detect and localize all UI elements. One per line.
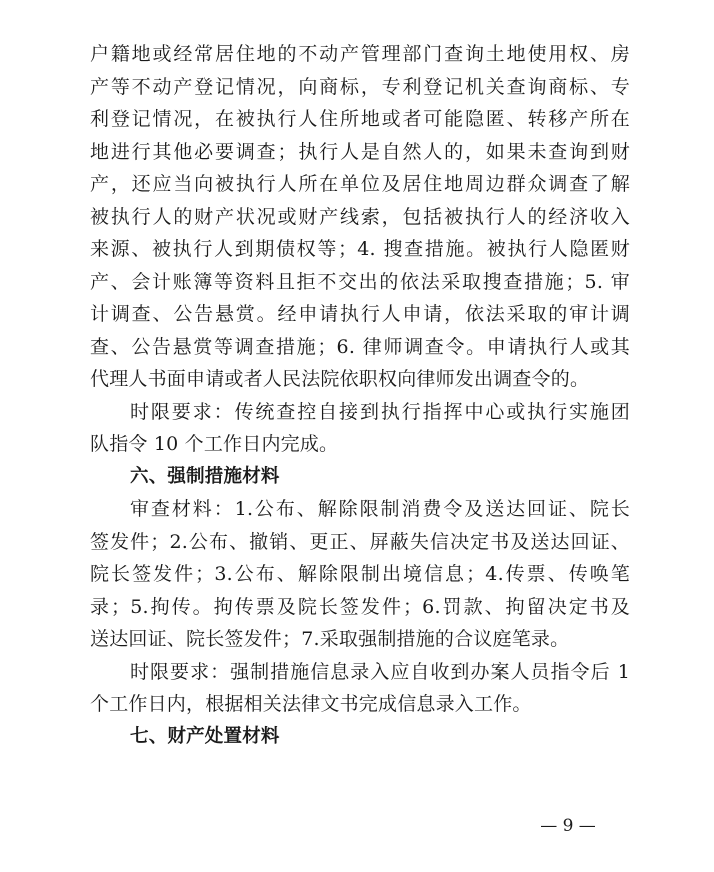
section-heading: 六、强制措施材料 — [130, 465, 280, 487]
text-line: 个工作日内，根据相关法律文书完成信息录入工作。 — [90, 693, 532, 715]
text-line: 户籍地或经常居住地的不动产管理部门查询土地使用权、房 — [90, 43, 630, 65]
text-line: 代理人书面申请或者人民法院依职权向律师发出调查令的。 — [90, 368, 590, 390]
section-heading: 七、财产处置材料 — [130, 725, 280, 747]
text-line: 队指令 10 个工作日内完成。 — [90, 433, 339, 455]
text-line: 计调查、公告悬赏。经申请执行人申请，依法采取的审计调 — [90, 303, 630, 325]
text-line: 地进行其他必要调查；执行人是自然人的，如果未查询到财 — [90, 140, 630, 163]
text-line: 产、会计账簿等资料且拒不交出的依法采取搜查措施；5. 审 — [90, 270, 630, 293]
text-line: 送达回证、院长签发件；7.采取强制措施的合议庭笔录。 — [90, 628, 570, 650]
text-line: 产，还应当向被执行人所在单位及居住地周边群众调查了解 — [90, 173, 630, 195]
document-body — [90, 38, 630, 753]
text-line: 利登记情况，在被执行人住所地或者可能隐匿、转移产所在 — [90, 108, 630, 130]
text-line: 时限要求：强制措施信息录入应自收到办案人员指令后 1 — [130, 660, 630, 683]
text-line: 审查材料：1.公布、解除限制消费令及送达回证、院长 — [130, 498, 630, 520]
page-number: — 9 — — [540, 816, 596, 836]
text-line: 来源、被执行人到期债权等；4. 搜查措施。被执行人隐匿财 — [90, 238, 630, 260]
text-line: 时限要求：传统查控自接到执行指挥中心或执行实施团 — [130, 400, 630, 423]
text-line: 被执行人的财产状况或财产线索，包括被执行人的经济收入 — [90, 205, 630, 228]
text-line: 查、公告悬赏等调查措施；6. 律师调查令。申请执行人或其 — [90, 335, 630, 358]
text-line: 院长签发件；3.公布、解除限制出境信息；4.传票、传唤笔 — [90, 563, 630, 585]
text-line: 录；5.拘传。拘传票及院长签发件；6.罚款、拘留决定书及 — [90, 595, 630, 618]
text-line: 签发件；2.公布、撤销、更正、屏蔽失信决定书及送达回证、 — [90, 530, 630, 553]
text-line: 产等不动产登记情况，向商标，专利登记机关查询商标、专 — [90, 75, 630, 98]
